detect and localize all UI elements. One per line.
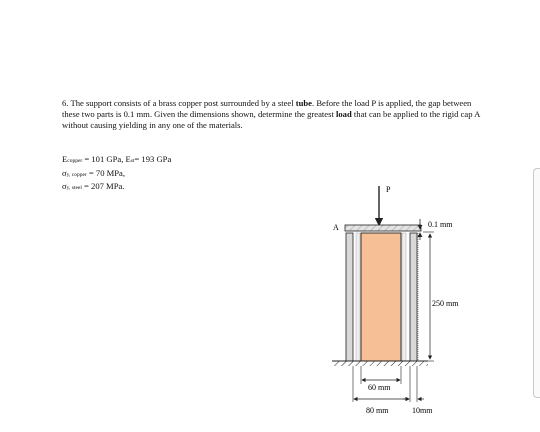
sigma-copper-value: = 70 MPa, [86, 167, 126, 178]
e-copper-symbol: E [62, 154, 68, 164]
sigma-steel-value: = 207 MPa. [81, 181, 125, 191]
cap-label: A [333, 223, 339, 232]
side-panel-tab[interactable] [533, 168, 540, 398]
sigma-copper-symbol: σ [62, 167, 67, 178]
gap-label: 0.1 mm [428, 220, 453, 229]
problem-number: 6. [62, 98, 69, 108]
wall-label: 10mm [412, 406, 433, 415]
problem-text-1: The support consists of a brass copper post surrounded by a steel [70, 98, 296, 108]
copper-post [361, 233, 401, 361]
load-label: P [386, 185, 391, 194]
e-steel-value: = 193 GPa [134, 154, 172, 164]
height-label: 250 mm [432, 299, 459, 308]
e-steel-subscript: st [130, 158, 135, 164]
problem-bold-tube: tube [295, 98, 313, 108]
problem-text-3: that can be applied to the rigid cap A without causing yielding in any one of the materials. [62, 109, 480, 131]
e-copper-subscript: copper [67, 158, 83, 164]
inner-gap-right [402, 233, 406, 361]
rigid-cap-hatch [345, 225, 421, 231]
steel-tube-right-wall [410, 233, 417, 361]
ground-hatch [332, 361, 428, 366]
sigma-steel-subscript: y, steel [66, 185, 82, 191]
inner-gap-left [356, 233, 360, 361]
outer-width-label: 80 mm [366, 406, 389, 415]
sigma-steel-symbol: σ [62, 181, 67, 191]
e-copper-value: = 101 GPa, E [82, 154, 131, 164]
steel-tube-left-wall [346, 233, 353, 361]
problem-text-2: . Before the load P is applied, the gap between these two parts is 0.1 mm. Given the dimensions shown, determine the greatest [62, 98, 472, 120]
inner-width-label: 60 mm [368, 383, 391, 392]
problem-bold-load: load [336, 109, 352, 120]
sigma-copper-subscript: y, copper [66, 171, 87, 178]
